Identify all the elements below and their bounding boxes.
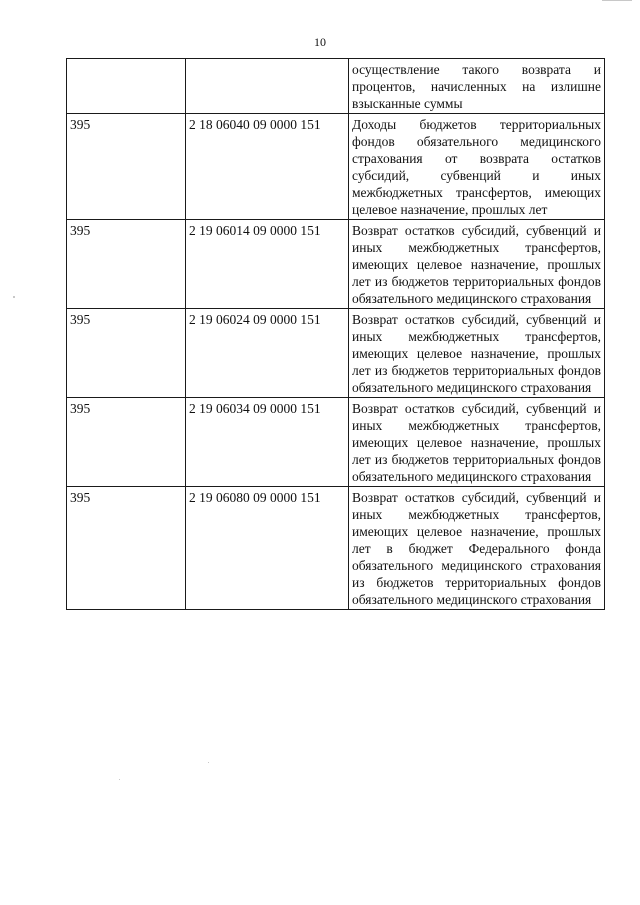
scan-artifact-dot <box>119 779 120 780</box>
admin-code-cell: 395 <box>67 398 186 487</box>
description-cell: Возврат остатков субсидий, субвенций и иных межбюджетных трансфертов, имеющих целевое назначение, прошлых лет из бюджетов территориальных фондов обязательного медицинского страхования <box>349 309 605 398</box>
description-cell: Возврат остатков субсидий, субвенций и иных межбюджетных трансфертов, имеющих целевое назначение, прошлых лет из бюджетов территориальных фондов обязательного медицинского страхования <box>349 220 605 309</box>
admin-code-cell: 395 <box>67 309 186 398</box>
admin-code-cell <box>67 59 186 114</box>
description-cell: Возврат остатков субсидий, субвенций и иных межбюджетных трансфертов, имеющих целевое назначение, прошлых лет в бюджет Федерального фонда обязательного медицинского страхования из бюджетов территориальных фондов обязательного медицинского страхования <box>349 487 605 610</box>
table-row <box>67 309 605 398</box>
budget-code-cell: 2 19 06080 09 0000 151 <box>186 487 349 610</box>
admin-code-cell: 395 <box>67 487 186 610</box>
table-row <box>67 398 605 487</box>
admin-code-cell: 395 <box>67 114 186 220</box>
budget-code-cell: 2 19 06014 09 0000 151 <box>186 220 349 309</box>
table-row <box>67 114 605 220</box>
scan-artifact-top-right <box>602 0 632 1</box>
budget-code-cell: 2 19 06024 09 0000 151 <box>186 309 349 398</box>
admin-code-cell: 395 <box>67 220 186 309</box>
budget-classification-table <box>66 58 605 610</box>
budget-code-cell: 2 19 06034 09 0000 151 <box>186 398 349 487</box>
budget-code-cell <box>186 59 349 114</box>
table-row <box>67 59 605 114</box>
description-cell: осуществление такого возврата и процентов, начисленных на излишне взысканные суммы <box>349 59 605 114</box>
description-cell: Возврат остатков субсидий, субвенций и иных межбюджетных трансфертов, имеющих целевое назначение, прошлых лет из бюджетов территориальных фондов обязательного медицинского страхования <box>349 398 605 487</box>
page-number: 10 <box>314 35 326 49</box>
description-cell: Доходы бюджетов территориальных фондов обязательного медицинского страхования от возврата остатков субсидий, субвенций и иных межбюджетных трансфертов, имеющих целевое назначение, прошлых лет <box>349 114 605 220</box>
table-row <box>67 487 605 610</box>
budget-code-cell: 2 18 06040 09 0000 151 <box>186 114 349 220</box>
table-row <box>67 220 605 309</box>
scan-artifact-dot <box>208 762 209 763</box>
scan-artifact-dot <box>13 296 15 298</box>
